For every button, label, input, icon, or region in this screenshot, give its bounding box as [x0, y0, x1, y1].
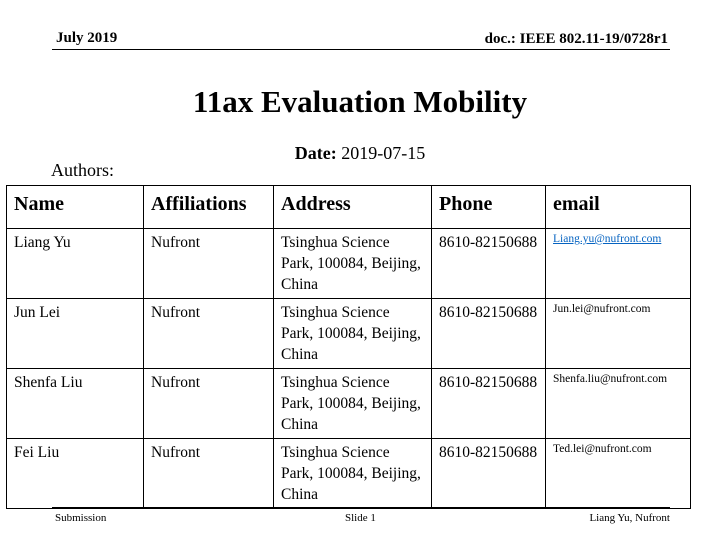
header-date: July 2019	[56, 30, 118, 46]
table-row	[7, 369, 691, 439]
author-email: Shenfa.liu@nufront.com	[546, 369, 691, 439]
author-address: Tsinghua Science Park, 100084, Beijing, China	[274, 229, 432, 299]
author-affiliation: Nufront	[144, 299, 274, 369]
author-phone: 8610-82150688	[432, 299, 546, 369]
footer-submission: Submission	[55, 512, 107, 524]
column-header-email: email	[546, 186, 691, 229]
author-name: Fei Liu	[7, 439, 144, 509]
column-header-address: Address	[274, 186, 432, 229]
author-affiliation: Nufront	[144, 369, 274, 439]
table-row	[7, 299, 691, 369]
author-phone: 8610-82150688	[432, 229, 546, 299]
author-email: Jun.lei@nufront.com	[546, 299, 691, 369]
author-address: Tsinghua Science Park, 100084, Beijing, China	[274, 299, 432, 369]
column-header-phone: Phone	[432, 186, 546, 229]
author-affiliation: Nufront	[144, 229, 274, 299]
table-row	[7, 439, 691, 509]
author-phone: 8610-82150688	[432, 369, 546, 439]
author-name: Shenfa Liu	[7, 369, 144, 439]
date-label: Date:	[294, 143, 337, 163]
column-header-affiliations: Affiliations	[144, 186, 274, 229]
author-name: Liang Yu	[7, 229, 144, 299]
footer-author: Liang Yu, Nufront	[589, 512, 670, 524]
header-doc-id: doc.: IEEE 802.11-19/0728r1	[484, 31, 668, 47]
author-address: Tsinghua Science Park, 100084, Beijing, China	[274, 439, 432, 509]
authors-table	[6, 185, 691, 509]
date-value: 2019-07-15	[341, 143, 426, 163]
author-address: Tsinghua Science Park, 100084, Beijing, China	[274, 369, 432, 439]
slide-title: 11ax Evaluation Mobility	[192, 84, 528, 119]
author-name: Jun Lei	[7, 299, 144, 369]
author-affiliation: Nufront	[144, 439, 274, 509]
header-rule	[52, 49, 670, 50]
author-email-link[interactable]: Liang.yu@nufront.com	[546, 229, 691, 299]
footer-rule	[52, 507, 670, 508]
author-phone: 8610-82150688	[432, 439, 546, 509]
table-header-row	[7, 186, 691, 229]
table-row	[7, 229, 691, 299]
footer-slide-number: Slide 1	[345, 512, 376, 524]
author-email: Ted.lei@nufront.com	[546, 439, 691, 509]
authors-label: Authors:	[51, 160, 114, 180]
column-header-name: Name	[7, 186, 144, 229]
